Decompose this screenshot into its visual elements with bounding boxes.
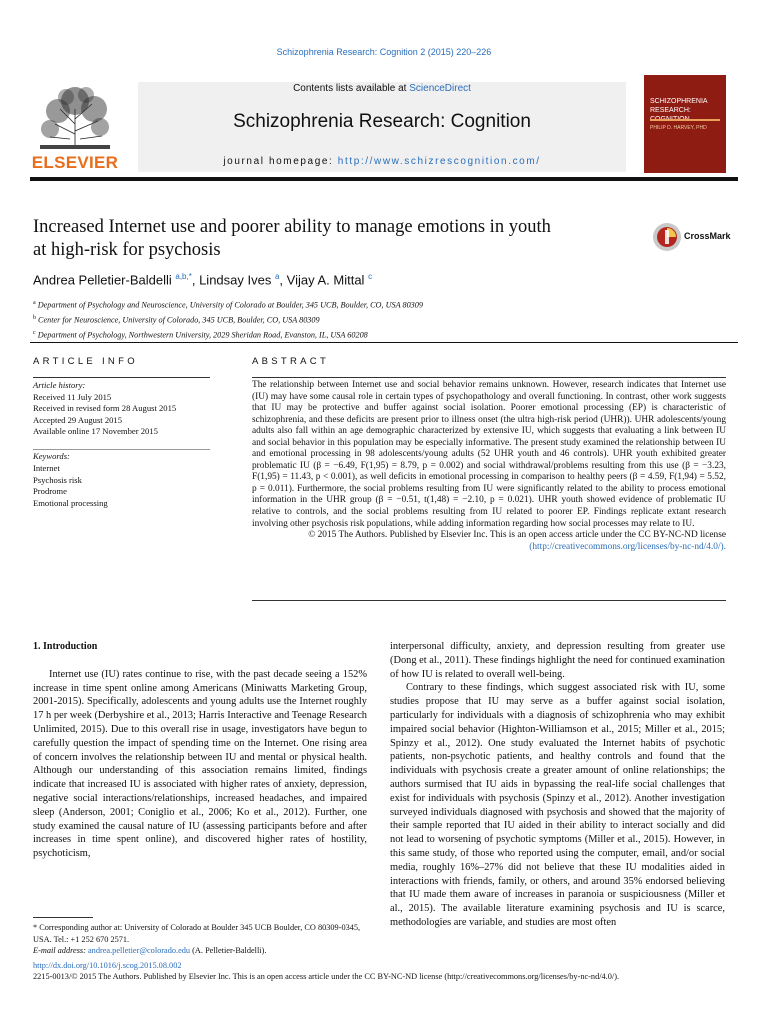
license-link[interactable]: (http://creativecommons.org/licenses/by-nc-nd/4.0/). xyxy=(529,541,726,552)
email-link[interactable]: andrea.pelletier@colorado.edu xyxy=(88,946,191,955)
email-suffix: (A. Pelletier-Baldelli). xyxy=(190,946,267,955)
author-name[interactable]: Vijay A. Mittal xyxy=(286,272,365,288)
keywords-label: Keywords: xyxy=(33,451,70,461)
journal-reference-link[interactable]: Schizophrenia Research: Cognition 2 (2015) 220–226 xyxy=(276,47,492,57)
abstract-body xyxy=(252,380,726,553)
keyword-item[interactable]: Prodrome xyxy=(33,486,67,497)
abstract-copyright: © 2015 The Authors. Published by Elsevier Inc. This is an open access article under the CC BY-NC-ND license xyxy=(308,530,726,541)
section-divider xyxy=(30,342,738,343)
homepage-link[interactable]: http://www.schizrescognition.com/ xyxy=(337,156,541,167)
keywords-rule xyxy=(33,449,210,450)
author-affiliation-sup[interactable]: c xyxy=(368,272,373,281)
footnote-rule xyxy=(33,917,93,918)
corresponding-author-footnote xyxy=(33,922,367,957)
history-label: Article history: xyxy=(33,380,86,390)
affiliation-item: $^b$ Center for Neuroscience, University of Colorado, 345 UCB, Boulder, CO, USA 80309 xyxy=(33,315,320,325)
homepage-line xyxy=(138,156,626,167)
abstract-heading: ABSTRACT xyxy=(252,356,330,367)
author-affiliation-sup[interactable]: a xyxy=(274,272,280,281)
elsevier-wordmark: ELSEVIER xyxy=(31,153,119,172)
affiliation-item: $^c$ Department of Psychology, Northwestern University, 2029 Sheridan Road, Evanston, IL, USA 60208 xyxy=(33,330,368,341)
contents-line xyxy=(138,83,626,94)
keyword-item[interactable]: Internet xyxy=(33,462,60,473)
abstract-text: The relationship between Internet use and social behavior remains unknown. However, research indicates that Internet use (IU) may have some causal role in certain types of psychopathology and overall functioning. In contrast, other work suggests that IU may be protective and buffer against social isolation. Poorer emotional processing (EP) is characteristic of schizophrenia, and these deficits are present prior to illness onset (the ultra high-risk period (UHR)). UHR adolescents/young adults also fall within an age demographic characterized by extensive IU, which suggests that evaluating a link between IU and social behavior in this population may be especially informative. The present study examined the relationship between IU and emotional processing in 98 adolescents/young adults (52 UHR youth and 46 controls). UHR youth exhibited greater problematic IU (β = −6.49, F(1,95) = 8.79, p = 0.002) and social withdrawal/problems resulting from this use (β = −3.23, F(1,95) = 11.43, p < 0.001), as well deficits in emotional processing in comparison to healthy peers (β = 4.59, F(1,94) = 5.52, p = 0.011). Furthermore, the social problems resulting from IU were significantly related to the ability to process emotional information in the UHR group (β = −0.51, t(1,48) = −2.10, p = 0.021). UHR youth showed evidence of problematic IU relative to controls, and the social problems resulting from IU related to poorer EP. Findings replicate extant research involving other psychosis risk populations, while adding information regarding how social processes may relate to IU. xyxy=(252,380,726,529)
keywords-block xyxy=(33,451,210,510)
section-heading: 1. Introduction xyxy=(33,641,98,652)
body-paragraph: interpersonal difficulty, anxiety, and depression resulting from greater use (Dong et al., 2011). These findings highlight the need for continued examination of how IU is related to overall well-being. xyxy=(390,641,725,680)
history-item: Received 11 July 2015 xyxy=(33,391,112,402)
contents-prefix: Contents lists available at xyxy=(293,83,410,94)
cover-title: SCHIZOPHRENIA RESEARCH: xyxy=(650,98,708,114)
journal-cover-thumbnail[interactable] xyxy=(644,75,726,173)
email-label: E-mail address: xyxy=(33,946,88,955)
article-title: Increased Internet use and poorer ability to manage emotions in youth at high-risk for psychosis xyxy=(33,217,551,260)
article-history xyxy=(33,380,210,438)
affiliation-list xyxy=(33,297,423,342)
homepage-prefix: journal homepage: xyxy=(223,156,338,167)
corresponding-author-text: * Corresponding author at: University of Colorado at Boulder 345 UCB Boulder, CO 80309-0345, USA. Tel.: +1 252 670 2571. xyxy=(33,923,361,944)
affiliation-item: $^a$ Department of Psychology and Neuroscience, University of Colorado at Boulder, 345 UCB, Boulder, CO, USA 80309 xyxy=(33,300,423,310)
header-divider xyxy=(30,177,738,181)
abstract-bottom-rule xyxy=(252,600,726,601)
history-item: Received in revised form 28 August 2015 xyxy=(33,403,177,413)
sciencedirect-link[interactable]: ScienceDirect xyxy=(409,83,471,94)
body-paragraph: Internet use (IU) rates continue to rise, with the past decade seeing a 152% increase in time spent online among Americans (Miniwatts Marketing Group, 2001-2015). Specifically, adolescents and young adults use the Internet roughly 17 h per week (Derbyshire et al., 2013; Harris Interactive and Teenage Research Unlimited, 2015). Due to this overall rise in usage, investigators have begun to carefully question the impact of spending time on the Internet. One rising area of concern involves the relationship between IU and mental or physical health. Although our understanding of this association remains limited, findings indicate that increased IU is associated with higher rates of anxiety, depression, negative social interactions/relationships, increased headaches, and impaired sleep (Anderson, 2001; Coniglio et al., 2006; Ko et al., 2012). Further, one study examined the causal nature of IU (assessing participants before and after increases in time spent online), and discovered higher rates of hostility, psychoticism, xyxy=(33,668,367,860)
body-column-right xyxy=(390,640,725,930)
body-column-left xyxy=(33,640,367,861)
abstract-rule xyxy=(252,377,726,378)
crossmark-button[interactable] xyxy=(652,222,742,252)
issn-license-line: 2215-0013/© 2015 The Authors. Published by Elsevier Inc. This is an open access article under the CC BY-NC-ND license (http://creativecommons.org/licenses/by-nc-nd/4.0/). xyxy=(33,972,620,981)
journal-title: Schizophrenia Research: Cognition xyxy=(233,111,531,132)
history-item: Accepted 29 August 2015 xyxy=(33,414,123,425)
author-list: Andrea Pelletier-Baldelli $^{a,b,*}$, Lindsay Ives $^a$, Vijay A. Mittal $^c$ xyxy=(33,272,373,288)
author-name[interactable]: Lindsay Ives xyxy=(199,272,272,288)
keyword-item[interactable]: Psychosis risk xyxy=(33,474,82,485)
doi-link[interactable]: http://dx.doi.org/10.1016/j.scog.2015.08.002 xyxy=(33,961,182,970)
crossmark-label: CrossMark xyxy=(684,231,731,241)
crossmark-icon xyxy=(652,222,682,252)
keyword-item[interactable]: Emotional processing xyxy=(33,498,108,509)
history-item: Available online 17 November 2015 xyxy=(33,426,158,436)
article-info-heading: ARTICLE INFO xyxy=(33,356,138,367)
author-name[interactable]: Andrea Pelletier-Baldelli xyxy=(33,272,172,288)
author-affiliation-sup[interactable]: a,b,* xyxy=(175,272,192,281)
body-paragraph: Contrary to these findings, which suggest associated risk with IU, some studies propose that IU may serve as a buffer against social isolation, particularly for individuals with a diagnosis of schizophrenia who may exhibit impaired social behavior (Highton-Williamson et al., 2015; Miller et al., 2015; Spinzy et al., 2012). One study evaluated the Internet habits of psychotic patients, non-psychotic patients, and healthy controls and found that the individuals with psychosis create a greater amount of online relationships; the authors surmised that IU aids in bypassing the real-life social challenges that exist for individuals with psychosis (Spinzy et al., 2012). Another investigation surveyed individuals diagnosed with psychosis and showed that the majority of their sample reported that IU aided in their ability to interact socially and did not lead to worsening of psychotic symptoms (Miller et al., 2015). However, in this same study, of those who reported using the computer, email, and/or social media, roughly 16%–27% did not believe that these IU modalities aided in interactions with friends, family, or others, and around 35% endorsed believing that IU made them aware of increases in paranoia or suspiciousness (Miller et al., 2015). The available literature examining psychosis and IU is scarce, methodologies are variable, and studies are most often xyxy=(390,682,725,928)
article-info-rule xyxy=(33,377,210,378)
cover-editor: PHILIP D. HARVEY, PHD xyxy=(650,125,707,131)
